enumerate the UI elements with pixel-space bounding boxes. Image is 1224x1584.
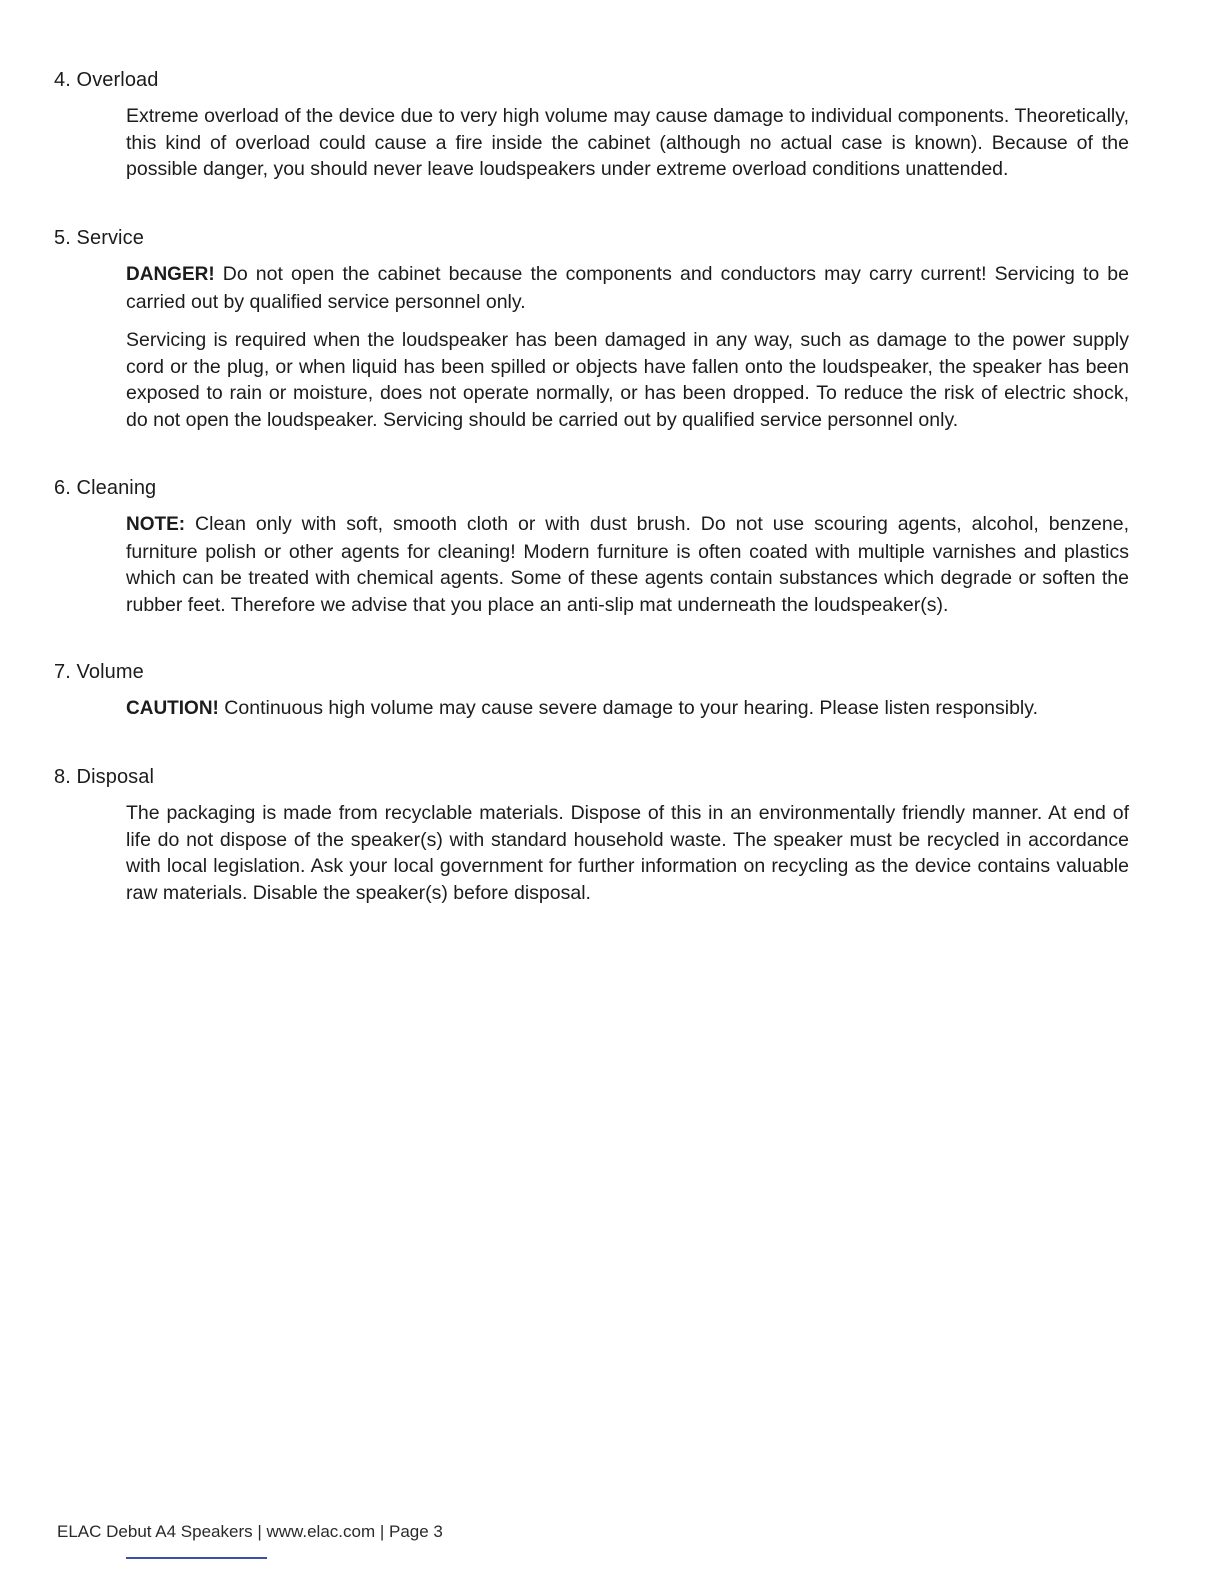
section-heading: 8. Disposal bbox=[54, 766, 155, 788]
section-heading: 6. Cleaning bbox=[54, 477, 157, 499]
footer-link-underline bbox=[126, 1557, 267, 1559]
section-heading: 7. Volume bbox=[54, 661, 144, 683]
section-cleaning bbox=[54, 475, 1129, 618]
section-volume bbox=[54, 659, 1129, 723]
section-paragraph: The packaging is made from recyclable materials. Dispose of this in an environmentally friendly manner. At end of life do not dispose of the speaker(s) with standard household waste. The speaker must be recycled in accordance with local legislation. Ask your local government for further information on recycling as the device contains valuable raw materials. Disable the speaker(s) before disposal. bbox=[126, 802, 1129, 904]
note-paragraph: NOTE: Clean only with soft, smooth cloth or with dust brush. Do not use scouring agents, alcohol, benzene, furniture polish or other agents for cleaning! Modern furniture is often coated with multiple varnishes and plastics which can be treated with chemical agents. Some of these agents contain substances which degrade or soften the rubber feet. Therefore we advise that you place an anti-slip mat underneath the loudspeaker(s). bbox=[126, 513, 1129, 616]
caution-paragraph: CAUTION! Continuous high volume may cause severe damage to your hearing. Please listen responsibly. bbox=[126, 697, 1038, 719]
danger-label: DANGER! bbox=[126, 264, 215, 285]
section-paragraph: Extreme overload of the device due to very high volume may cause damage to individual components. Theoretically, this kind of overload could cause a fire inside the cabinet (although no actual case is known). Because of the possible danger, you should never leave loudspeakers under extreme overload conditions unattended. bbox=[126, 105, 1129, 181]
section-heading: 5. Service bbox=[54, 227, 144, 249]
caution-label: CAUTION! bbox=[126, 698, 219, 719]
section-paragraph: Servicing is required when the loudspeaker has been damaged in any way, such as damage to the power supply cord or the plug, or when liquid has been spilled or objects have fallen onto the loudspeaker, the speaker has been exposed to rain or moisture, does not operate normally, or has been dropped. To reduce the risk of electric shock, do not open the loudspeaker. Servicing should be carried out by qualified service personnel only. bbox=[126, 329, 1129, 431]
note-label: NOTE: bbox=[126, 514, 186, 535]
section-overload bbox=[54, 67, 1129, 183]
danger-paragraph: DANGER! Do not open the cabinet because the components and conductors may carry current! Servicing to be carried out by qualified service personnel only. bbox=[126, 263, 1129, 313]
section-heading: 4. Overload bbox=[54, 69, 159, 91]
section-disposal bbox=[54, 764, 1129, 906]
page-footer: ELAC Debut A4 Speakers | www.elac.com | Page 3 bbox=[57, 1522, 443, 1541]
section-service bbox=[54, 225, 1129, 434]
